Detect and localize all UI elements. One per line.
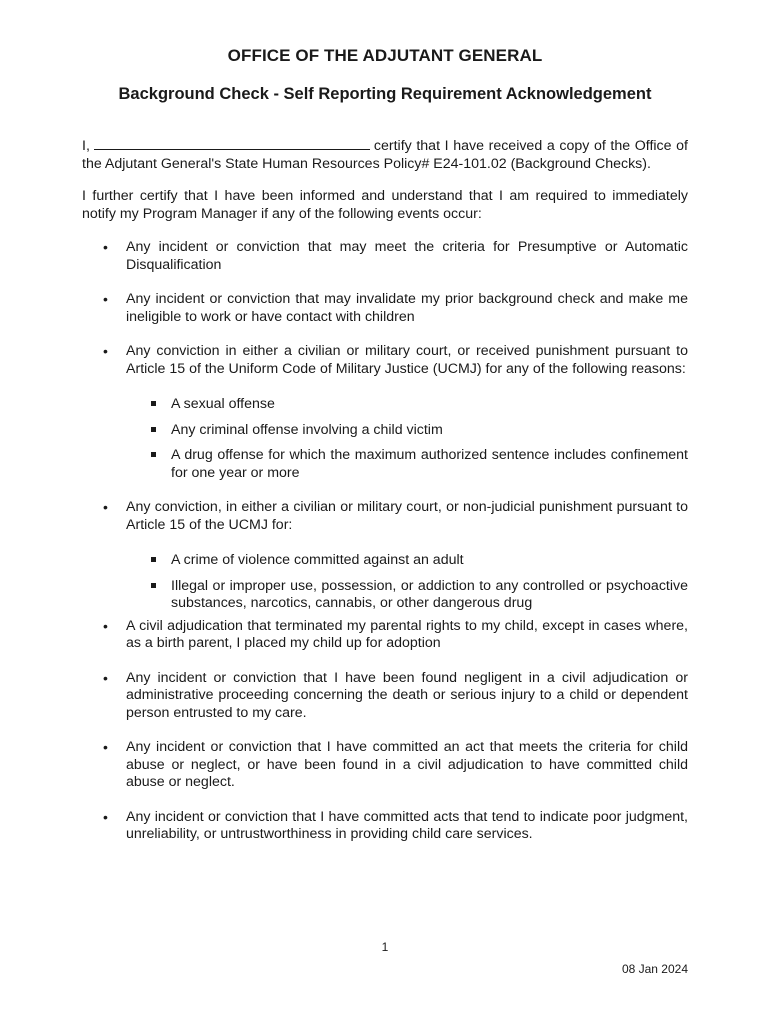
page-subtitle: Background Check - Self Reporting Requirement Acknowledgement <box>118 85 652 103</box>
list-item <box>82 343 688 482</box>
sub-list-item-text: A drug offense for which the maximum authorized sentence includes confinement for one year or more <box>171 447 688 481</box>
certify-paragraph <box>82 136 688 173</box>
list-item <box>82 809 688 844</box>
list-item-text: Any incident or conviction that may invalidate my prior background check and make me ineligible to work or have contact with children <box>126 291 688 325</box>
list-item-text: Any incident or conviction that I have committed acts that tend to indicate poor judgment, unreliability, or untrustworthiness in providing child care services. <box>126 808 688 842</box>
square-bullet-icon <box>151 452 156 457</box>
list-item <box>82 239 688 274</box>
page-number: 1 <box>381 940 389 954</box>
page-title: OFFICE OF THE ADJUTANT GENERAL <box>227 46 543 65</box>
sub-list-item-text: Illegal or improper use, possession, or addiction to any controlled or psychoactive substances, narcotics, cannabis, or other dangerous drug <box>171 577 688 611</box>
bullet-icon: • <box>103 499 108 515</box>
sub-list <box>126 396 688 482</box>
certify-suffix: certify that I have received a copy of the Office of the Adjutant General's State Human Resources Policy# E24-101.02 (Background Checks). <box>82 138 688 172</box>
list-item-text: Any conviction in either a civilian or military court, or received punishment pursuant to Article 15 of the Uniform Code of Military Justice (UCMJ) for any of the following reasons: <box>126 343 688 377</box>
sub-list-item <box>126 422 688 440</box>
sub-list-item-text: A sexual offense <box>171 396 275 412</box>
square-bullet-icon <box>151 557 156 562</box>
list-item <box>82 499 688 613</box>
notify-paragraph: I further certify that I have been informed and understand that I am required to immediately notify my Program Manager if any of the following events occur: <box>82 188 688 222</box>
list-item <box>82 739 688 792</box>
bullet-icon: • <box>103 239 108 255</box>
bullet-icon: • <box>103 739 108 755</box>
sub-list-item-text: Any criminal offense involving a child victim <box>171 421 443 438</box>
bullet-icon: • <box>103 343 108 359</box>
list-item <box>82 670 688 723</box>
list-item <box>82 291 688 326</box>
document-body <box>82 136 688 861</box>
sub-list-item <box>126 552 688 570</box>
square-bullet-icon <box>151 401 156 406</box>
list-item <box>82 618 688 653</box>
events-list <box>82 239 688 844</box>
bullet-icon: • <box>103 291 108 307</box>
sub-list <box>126 552 688 613</box>
square-bullet-icon <box>151 427 156 432</box>
list-item-text: Any incident or conviction that I have been found negligent in a civil adjudication or administrative proceeding concerning the death or serious injury to a child or dependent person entrusted to my care. <box>126 669 688 721</box>
list-item-text: Any incident or conviction that I have committed an act that meets the criteria for child abuse or neglect, or have been found in a civil adjudication to have committed child abuse or neglect. <box>126 739 688 790</box>
name-blank-line <box>94 136 370 150</box>
footer-date: 08 Jan 2024 <box>621 962 688 976</box>
bullet-icon: • <box>103 617 108 634</box>
sub-list-item <box>126 396 688 414</box>
list-item-text: Any incident or conviction that may meet the criteria for Presumptive or Automatic Disqualification <box>126 239 688 273</box>
certify-prefix: I, <box>82 138 90 154</box>
sub-list-item <box>126 578 688 613</box>
sub-list-item-text: A crime of violence committed against an adult <box>171 552 464 568</box>
sub-list-item <box>126 447 688 482</box>
list-item-text: A civil adjudication that terminated my parental rights to my child, except in cases where, as a birth parent, I placed my child up for adoption <box>126 617 688 651</box>
bullet-icon: • <box>103 669 108 686</box>
bullet-icon: • <box>103 808 108 825</box>
list-item-text: Any conviction, in either a civilian or military court, or non-judicial punishment pursuant to Article 15 of the UCMJ for: <box>126 499 688 533</box>
square-bullet-icon <box>151 583 156 588</box>
